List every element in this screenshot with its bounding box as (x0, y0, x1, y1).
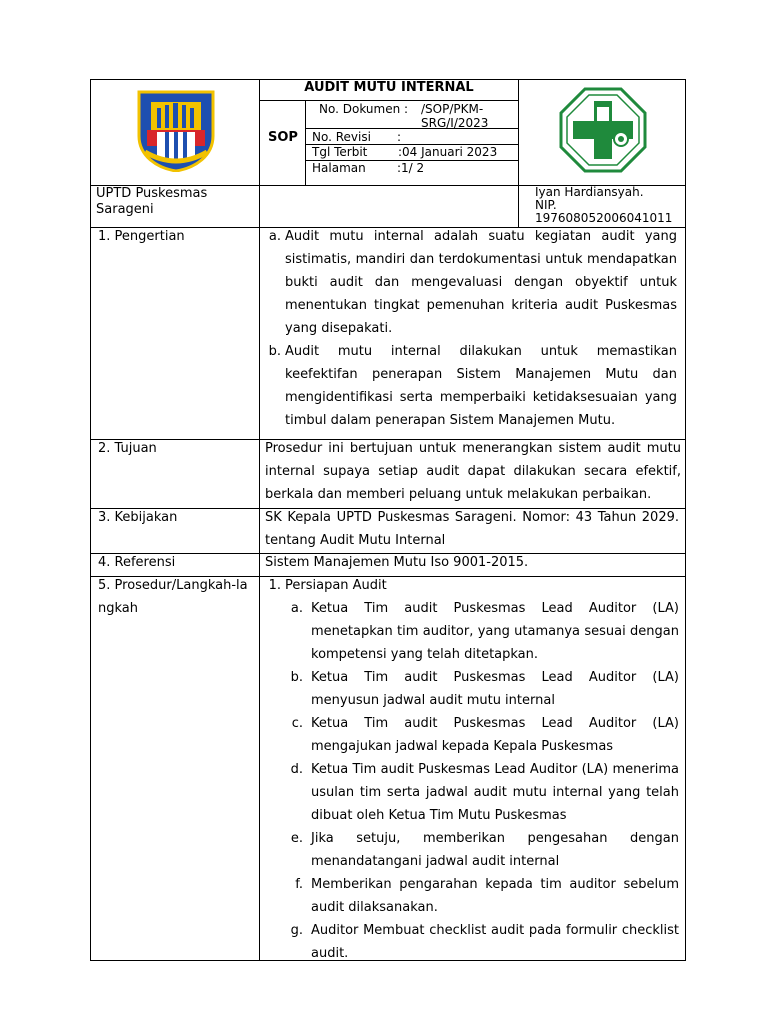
list-item-text: Ketua Tim audit Puskesmas Lead Auditor (LA) menyusun jadwal audit mutu internal (311, 670, 679, 708)
list-item-text: Audit mutu internal dilakukan untuk memastikan keefektifan penerapan Sistem Manajemen Mutu dan mengidentifikasi serta memperbaiki ketidaksesuaian yang timbul dalam penerapan Sistem Manajemen Mutu. (285, 344, 677, 428)
label-prosedur: 5. Prosedur/Langkah-langkah (98, 578, 248, 616)
list-item (265, 873, 679, 919)
list-item-marker: c. (291, 716, 303, 731)
signer-nip: 197608052006041011 (535, 211, 673, 225)
list-item (265, 340, 677, 432)
list-item (265, 758, 679, 827)
kebijakan-text: SK Kepala UPTD Puskesmas Sarageni. Nomor: 43 Tahun 2029. tentang Audit Mutu Internal (265, 510, 679, 548)
list-item (265, 597, 679, 666)
signer-block (535, 186, 672, 225)
document-title: AUDIT MUTU INTERNAL (304, 80, 474, 95)
list-item-marker: g. (290, 923, 303, 938)
list-item-marker: a. (268, 229, 281, 244)
list-item-text: Ketua Tim audit Puskesmas Lead Auditor (LA) mengajukan jadwal kepada Kepala Puskesmas (311, 716, 679, 754)
crest-icon (135, 88, 217, 172)
list-item-marker: d. (290, 762, 303, 777)
list-item-text: Memberikan pengarahan kepada tim auditor sebelum audit dilaksanakan. (311, 877, 679, 915)
list-item (265, 666, 679, 712)
list-item (265, 225, 677, 340)
org-name: UPTD Puskesmas Sarageni (96, 186, 208, 217)
title-divider (260, 100, 518, 101)
list-item-marker: e. (290, 831, 303, 846)
list-item-text: Ketua Tim audit Puskesmas Lead Auditor (LA) menetapkan tim auditor, yang utamanya sesuai dengan kompetensi yang telah ditetapkan. (311, 601, 679, 662)
prosedur-content (265, 574, 679, 965)
pengertian-list (265, 225, 677, 432)
list-item-marker: b. (290, 670, 303, 685)
prosedur-list (265, 597, 679, 965)
label-pengertian: 1. Pengertian (98, 229, 185, 244)
sop-label: SOP (268, 130, 298, 145)
page-label: Halaman (312, 161, 366, 175)
issue-date-value: :04 Januari 2023 (398, 145, 498, 159)
signer-name: Iyan Hardiansyah. (535, 185, 644, 199)
referensi-text: Sistem Manajemen Mutu Iso 9001-2015. (265, 555, 529, 570)
list-item (265, 827, 679, 873)
list-item (265, 712, 679, 758)
label-kebijakan: 3. Kebijakan (98, 510, 178, 525)
list-item (265, 919, 679, 965)
label-referensi: 4. Referensi (98, 555, 176, 570)
tujuan-text: Prosedur ini bertujuan untuk menerangkan sistem audit mutu internal supaya setiap audit dapat dilakukan secara efektif, berkala dan memberi peluang untuk melakukan perbaikan. (265, 441, 681, 502)
list-item-marker: b. (268, 344, 281, 359)
prosedur-step (265, 574, 679, 597)
label-tujuan: 2. Tujuan (98, 441, 157, 456)
list-item-marker: a. (290, 601, 303, 616)
list-item-text: Jika setuju, memberikan pengesahan dengan menandatangani jadwal audit internal (311, 831, 679, 869)
regional-crest-logo (135, 88, 217, 172)
issue-date-label: Tgl Terbit (312, 145, 368, 159)
signer-nip-label: NIP. (535, 198, 557, 212)
green-cross-icon (559, 87, 647, 173)
revision-value: : (397, 130, 402, 144)
column-divider-right (518, 80, 519, 227)
doc-no-value: /SOP/PKM-SRG/I/2023 (421, 102, 489, 130)
list-item-text: Auditor Membuat checklist audit pada formulir checklist audit. (311, 923, 679, 961)
page-value: :1/ 2 (397, 161, 425, 175)
list-item-marker: f. (295, 877, 303, 892)
revision-label: No. Revisi (312, 130, 371, 144)
list-item-text: Ketua Tim audit Puskesmas Lead Auditor (LA) menerima usulan tim serta jadwal audit mutu internal yang telah dibuat oleh Ketua Tim Mutu Puskesmas (311, 762, 679, 823)
sop-document (90, 79, 686, 961)
step-marker: 1. (268, 578, 281, 593)
puskesmas-logo (559, 87, 647, 173)
doc-no-label: No. Dokumen : (319, 102, 409, 116)
step-title: Persiapan Audit (285, 578, 387, 593)
sop-divider (305, 100, 306, 185)
pengertian-content (265, 225, 677, 432)
column-divider-left (259, 80, 260, 960)
list-item-text: Audit mutu internal adalah suatu kegiatan audit yang sistimatis, mandiri dan terdokumentasi untuk mendapatkan bukti audit dan mengevaluasi dengan obyektif untuk menentukan tingkat pemenuhan kriteria audit Puskesmas yang disepakati. (285, 229, 677, 336)
